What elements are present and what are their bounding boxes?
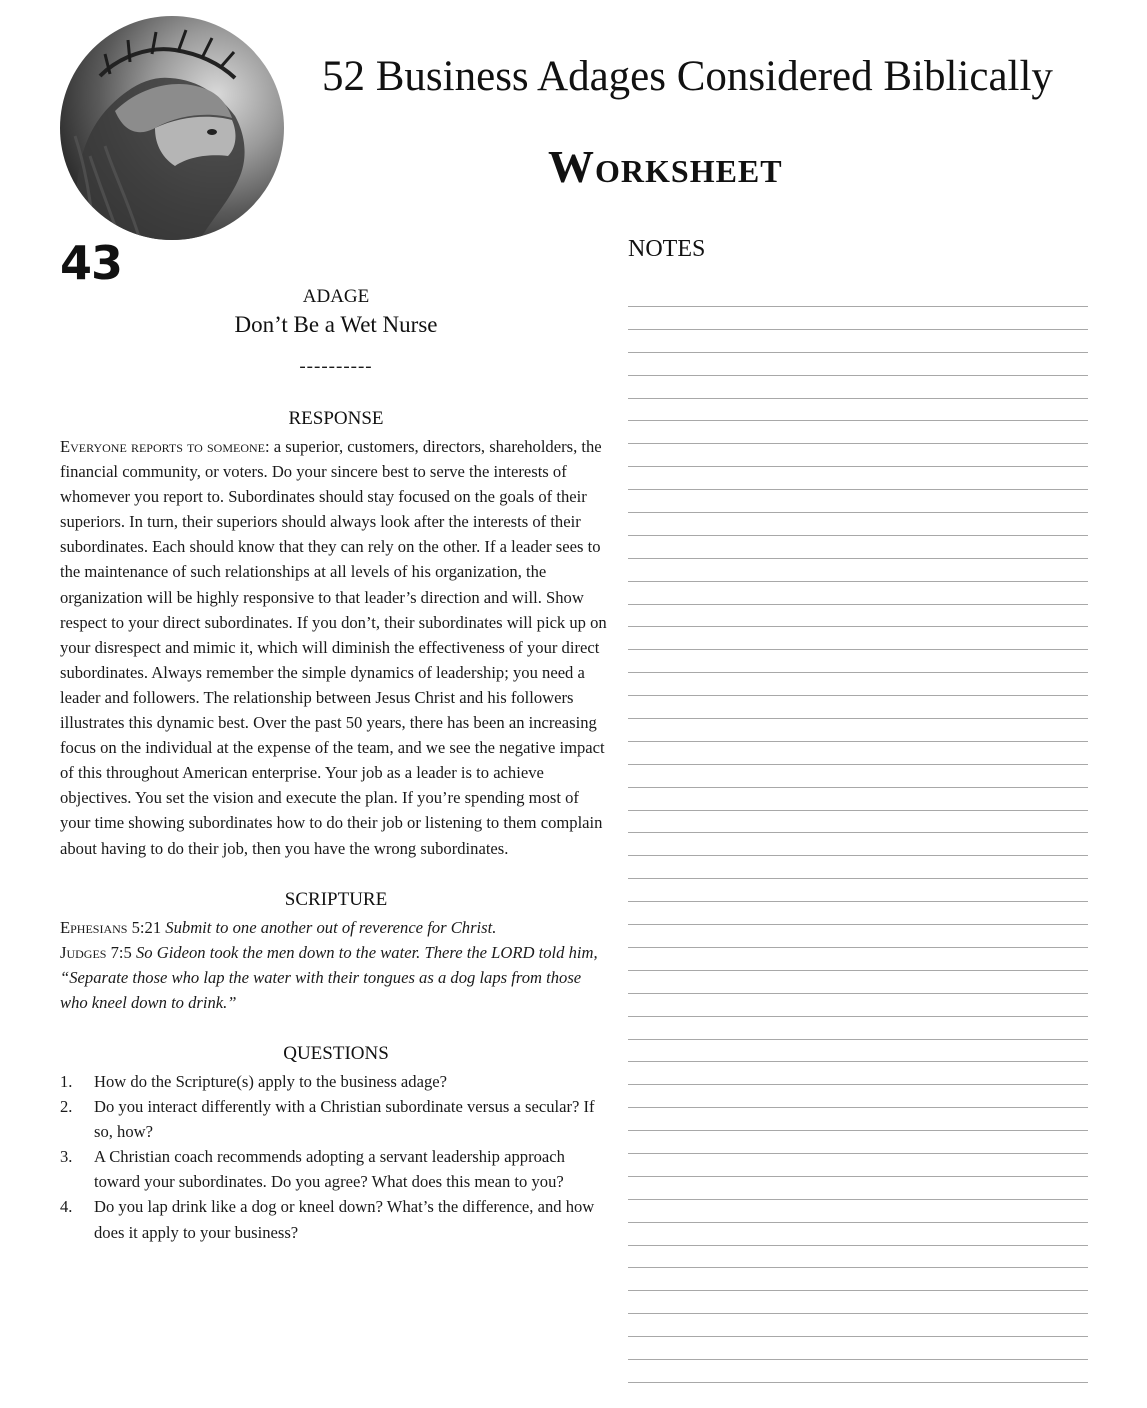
notes-line [628,1130,1088,1153]
notes-line [628,604,1088,627]
question-item [60,1194,612,1244]
notes-line [628,512,1088,535]
question-number: 1. [60,1071,73,1091]
lion-illustration [60,16,284,240]
notes-line [628,993,1088,1016]
section-divider: ---------- [299,356,373,377]
notes-line [628,741,1088,764]
response-body: : a superior, customers, directors, shareholders, the financial community, or voters. Do your sincere best to serve the interests of whomever you report to. Subordinates should stay focused on the goals of their superiors. In turn, their superiors should always look after the interests of their subordinates. Each should know that they can rely on the other. If a leader sees to the maintenance of such relationships at all levels of his organization, the organization will be highly responsive to that leader’s direction and will. Show respect to your direct subordinates. If you don’t, their subordinates will pick up on your disrespect and mimic it, which will diminish the effectiveness of your direct subordinates. Always remember the simple dynamics of leadership; you need a leader and followers. The relationship between Jesus Christ and his followers illustrates this dynamic best. Over the past 50 years, there has been an increasing focus on the individual at the expense of the team, and we see the negative impact of this throughout American enterprise. Your job as a leader is to achieve objectives. You set the vision and execute the plan. If you’re spending most of your time showing subordinates how to do their job or listening to them complain about having to do their job, then you have the wrong subordinates. [60,437,607,858]
notes-line [628,535,1088,558]
question-item [60,1094,612,1144]
scripture-reference: Judges 7:5 [60,942,132,962]
notes-line [628,787,1088,810]
notes-line [628,1382,1088,1405]
notes-line [628,581,1088,604]
question-text: A Christian coach recommends adopting a servant leadership approach toward your subordinates. Do you agree? What does this mean to you? [94,1147,565,1192]
question-item [60,1144,612,1194]
lion-medallion [60,16,284,240]
notes-line [628,329,1088,352]
notes-line [628,352,1088,375]
notes-line [628,489,1088,512]
page-title: 52 Business Adages Considered Biblically [322,53,1053,100]
question-text: Do you interact differently with a Christian subordinate versus a secular? If so, how? [94,1097,595,1142]
notes-line [628,901,1088,924]
notes-line [628,1336,1088,1359]
notes-line [628,1313,1088,1336]
page-number: 43 [60,236,123,290]
scripture-quote: Submit to one another out of reverence for Christ. [165,917,497,937]
scripture-label: SCRIPTURE [284,888,388,910]
question-text: Do you lap drink like a dog or kneel down? What’s the difference, and how does it apply to your business? [94,1197,595,1242]
notes-line [628,672,1088,695]
response-lead: Everyone reports to someone [60,437,265,456]
question-number: 4. [60,1197,73,1217]
notes-line [628,649,1088,672]
worksheet-content [60,286,612,1245]
notes-line [628,1267,1088,1290]
adage-text: Don’t Be a Wet Nurse [234,312,438,337]
notes-line [628,443,1088,466]
notes-line [628,1222,1088,1245]
notes-line [628,1290,1088,1313]
notes-line [628,1153,1088,1176]
scripture-reference: Ephesians 5:21 [60,917,162,937]
question-number: 3. [60,1147,73,1167]
notes-line [628,924,1088,947]
notes-line [628,718,1088,741]
question-number: 2. [60,1097,73,1117]
notes-line [628,420,1088,443]
adage-label: ADAGE [302,286,370,307]
notes-writing-area[interactable] [628,306,1088,1405]
notes-line [628,1039,1088,1062]
notes-line [628,626,1088,649]
questions-list [60,1069,612,1245]
scripture-quote: So Gideon took the men down to the water. There the LORD told him, “Separate those who lap the water with their tongues as a dog laps from those who kneel down to drink.” [60,942,598,1012]
notes-line [628,810,1088,833]
notes-line [628,855,1088,878]
notes-line [628,1061,1088,1084]
notes-line [628,1199,1088,1222]
notes-line [628,466,1088,489]
notes-line [628,695,1088,718]
response-label: RESPONSE [288,408,384,429]
scripture-list [60,915,612,1015]
notes-line [628,1359,1088,1382]
notes-line [628,1176,1088,1199]
notes-line [628,832,1088,855]
notes-line [628,558,1088,581]
notes-line [628,375,1088,398]
notes-line [628,1107,1088,1130]
notes-line [628,764,1088,787]
notes-title: NOTES [628,236,706,262]
notes-line [628,1016,1088,1039]
notes-line [628,1245,1088,1268]
notes-line [628,1084,1088,1107]
notes-line [628,970,1088,993]
scripture-item [60,915,612,940]
question-item [60,1069,612,1094]
scripture-item [60,940,612,1015]
notes-line [628,306,1088,329]
question-text: How do the Scripture(s) apply to the business adage? [94,1071,447,1091]
worksheet-subtitle: Worksheet [548,141,783,192]
notes-line [628,878,1088,901]
questions-label: QUESTIONS [283,1042,389,1064]
response-text [60,434,612,861]
notes-line [628,947,1088,970]
notes-line [628,398,1088,421]
